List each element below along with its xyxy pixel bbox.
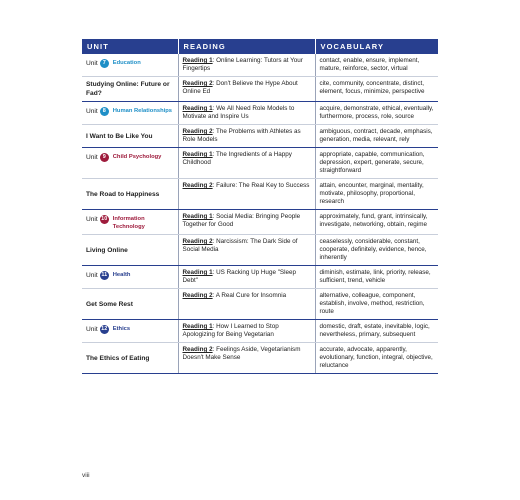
unit-row-reading2: [82, 289, 438, 320]
reading2-cell: Reading 2: Failure: The Real Key to Success: [178, 179, 315, 210]
unit-heading: [86, 153, 174, 162]
unit-row-reading1: [82, 266, 438, 289]
unit-cell: [82, 266, 178, 289]
reading1-label: Reading 1: [182, 269, 213, 276]
vocab2-cell: cite, community, concentrate, distinct, element, focus, minimize, perspective: [315, 77, 438, 102]
reading2-title: Failure: The Real Key to Success: [216, 182, 310, 189]
unit-topic: Education: [112, 60, 141, 66]
unit-row-reading1: [82, 320, 438, 343]
unit-word: Unit: [86, 216, 98, 223]
reading1-label: Reading 1: [182, 151, 213, 158]
unit-row-reading2: [82, 235, 438, 266]
header-row: [82, 39, 438, 54]
unit-heading: [86, 325, 174, 334]
vocab1-cell: acquire, demonstrate, ethical, eventually, furthermore, process, role, source: [315, 102, 438, 125]
unit-title: I Want to Be Like You: [82, 125, 178, 148]
vocab1-cell: contact, enable, ensure, implement, mature, reinforce, sector, virtual: [315, 54, 438, 77]
reading1-label: Reading 1: [182, 105, 213, 112]
reading1-cell: Reading 1: Social Media: Bringing People Together for Good: [178, 210, 315, 235]
reading1-title: We All Need Role Models to Motivate and Inspire Us: [182, 105, 295, 120]
unit-cell: [82, 210, 178, 235]
reading1-cell: Reading 1: We All Need Role Models to Motivate and Inspire Us: [178, 102, 315, 125]
vocab1-cell: approximately, fund, grant, intrinsically, investigate, networking, obtain, regime: [315, 210, 438, 235]
unit-word: Unit: [86, 272, 98, 279]
reading2-title: The Problems with Athletes as Role Models: [182, 128, 301, 143]
vocab1-cell: diminish, estimate, link, priority, release, sufficient, trend, vehicle: [315, 266, 438, 289]
reading1-cell: Reading 1: US Racking Up Huge "Sleep Debt": [178, 266, 315, 289]
unit-topic: Health: [112, 272, 131, 278]
reading1-title: Online Learning: Tutors at Your Fingertips: [182, 57, 303, 72]
reading2-label: Reading 2: [182, 292, 213, 299]
vocab2-cell: ceaselessly, considerable, constant, cooperate, definitely, evidence, hence, inherently: [315, 235, 438, 266]
unit-title: Get Some Rest: [82, 289, 178, 320]
unit-number-badge: 11: [101, 272, 108, 278]
unit-word: Unit: [86, 154, 98, 161]
reading2-label: Reading 2: [182, 182, 213, 189]
unit-number-badge: 7: [100, 59, 109, 68]
header-reading: READING: [178, 39, 315, 54]
reading2-label: Reading 2: [182, 80, 213, 87]
reading2-label: Reading 2: [182, 346, 213, 353]
reading1-title: US Racking Up Huge "Sleep Debt": [182, 269, 297, 284]
unit-row-reading2: [82, 179, 438, 210]
reading1-label: Reading 1: [182, 57, 213, 64]
header-vocabulary: VOCABULARY: [315, 39, 438, 54]
vocab2-cell: alternative, colleague, component, establish, involve, method, restriction, route: [315, 289, 438, 320]
header-unit: UNIT: [82, 39, 178, 54]
page-number: viii: [82, 472, 90, 479]
unit-number-badge: 10: [101, 216, 108, 222]
unit-cell: [82, 320, 178, 343]
reading1-title: How I Learned to Stop Apologizing for Being Vegetarian: [182, 323, 279, 338]
unit-row-reading1: [82, 54, 438, 77]
vocab1-cell: domestic, draft, estate, inevitable, logic, nevertheless, primary, subsequent: [315, 320, 438, 343]
unit-row-reading1: [82, 210, 438, 235]
vocab2-cell: ambiguous, contract, decade, emphasis, generation, media, relevant, rely: [315, 125, 438, 148]
reading1-title: Social Media: Bringing People Together for Good: [182, 213, 301, 228]
unit-topic: Information Technology: [112, 216, 145, 230]
unit-word: Unit: [86, 60, 98, 67]
reading1-cell: Reading 1: The Ingredients of a Happy Childhood: [178, 148, 315, 179]
reading1-title: The Ingredients of a Happy Childhood: [182, 151, 292, 166]
reading2-title: Feelings Aside, Vegetarianism Doesn't Make Sense: [182, 346, 301, 361]
reading1-cell: Reading 1: Online Learning: Tutors at Your Fingertips: [178, 54, 315, 77]
unit-number-badge: 9: [100, 153, 109, 162]
unit-cell: [82, 102, 178, 125]
unit-heading: [86, 215, 174, 231]
unit-word: Unit: [86, 108, 98, 115]
contents-table: [82, 39, 438, 374]
reading1-label: Reading 1: [182, 213, 213, 220]
unit-number-badge: 12: [101, 326, 108, 332]
reading2-cell: Reading 2: A Real Cure for Insomnia: [178, 289, 315, 320]
vocab1-cell: appropriate, capable, communication, depression, expert, generate, secure, straightforward: [315, 148, 438, 179]
reading2-title: A Real Cure for Insomnia: [215, 292, 287, 299]
unit-title: The Road to Happiness: [82, 179, 178, 210]
reading2-label: Reading 2: [182, 128, 213, 135]
unit-row-reading2: [82, 77, 438, 102]
unit-topic: Ethics: [112, 326, 131, 332]
unit-row-reading1: [82, 148, 438, 179]
unit-heading: [86, 107, 174, 116]
vocab2-cell: attain, encounter, marginal, mentality, motivate, philosophy, proportional, research: [315, 179, 438, 210]
unit-topic: Child Psychology: [112, 154, 162, 160]
unit-cell: [82, 54, 178, 77]
reading2-cell: Reading 2: The Problems with Athletes as Role Models: [178, 125, 315, 148]
reading2-label: Reading 2: [182, 238, 213, 245]
unit-row-reading2: [82, 125, 438, 148]
reading2-title: Narcissism: The Dark Side of Social Media: [182, 238, 298, 253]
unit-cell: [82, 148, 178, 179]
unit-row-reading1: [82, 102, 438, 125]
unit-title: The Ethics of Eating: [82, 343, 178, 374]
vocab2-cell: accurate, advocate, apparently, evolutionary, function, integral, objective, reluctance: [315, 343, 438, 374]
unit-heading: [86, 271, 174, 280]
unit-number-badge: 8: [100, 107, 109, 116]
unit-word: Unit: [86, 326, 98, 333]
reading2-title: Don't Believe the Hype About Online Ed: [182, 80, 298, 95]
reading2-cell: Reading 2: Feelings Aside, Vegetarianism Doesn't Make Sense: [178, 343, 315, 374]
unit-row-reading2: [82, 343, 438, 374]
reading2-cell: Reading 2: Don't Believe the Hype About Online Ed: [178, 77, 315, 102]
reading1-cell: Reading 1: How I Learned to Stop Apologizing for Being Vegetarian: [178, 320, 315, 343]
unit-heading: [86, 59, 174, 68]
reading2-cell: Reading 2: Narcissism: The Dark Side of Social Media: [178, 235, 315, 266]
unit-title: Living Online: [82, 235, 178, 266]
reading1-label: Reading 1: [182, 323, 213, 330]
unit-title: Studying Online: Future or Fad?: [82, 77, 178, 102]
unit-topic: Human Relationships: [112, 108, 172, 114]
